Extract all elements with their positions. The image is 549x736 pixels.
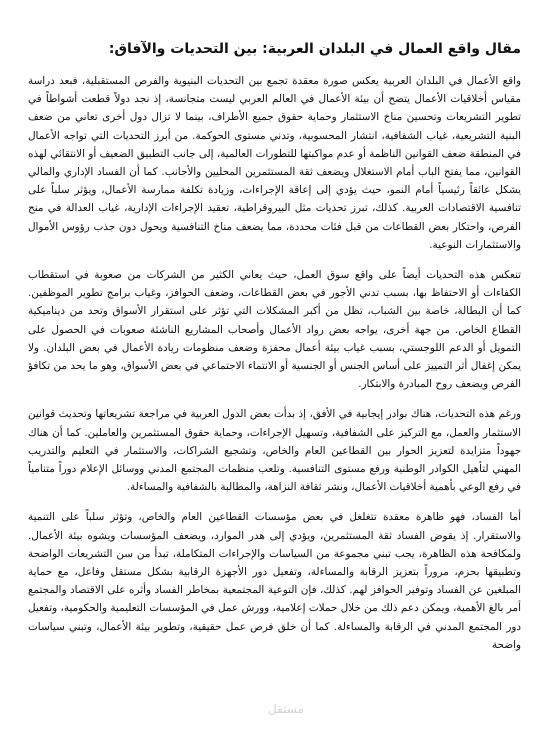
paragraph-3: ورغم هذه التحديات، هناك بوادر إيجابية في الأفق، إذ بدأت بعض الدول العربية في مراجعة تشريعاتها وتحديث قوانين الاستثمار والعمل، مع التركيز على الشفافية، وتسهيل الإجراءات، وحماية حقوق المستثمرين والعاملين. كما أن هناك جهوداً متزايدة لتعزيز الحوار بين القطاعين العام والخاص، وتشجيع الشراكات، والاستثمار في التعليم والتدريب المهني لتأهيل الكوادر الوطنية ورفع مستوى التنافسية. وتلعب منظمات المجتمع المدني ووسائل الإعلام دوراً متنامياً في رفع الوعي بأهمية أخلاقيات الأعمال، ونشر ثقافة النزاهة، والمطالبة بالشفافية والمساءلة.	[28, 408, 521, 494]
paragraph-1: واقع الأعمال في البلدان العربية يعكس صورة معقدة تجمع بين التحديات البنيوية والفرص المستقبلية، فبعد دراسة مقياس أخلاقيات الأعمال يتضح أن بيئة الأعمال في العالم العربي ليست متجانسة، إذ نجد دولاً قطعت أشواطاً في تطوير التشريعات وتحسين مناخ الاستثمار وحماية حقوق جميع الأطراف، بينما لا تزال دول أخرى تعاني من ضعف البنية التشريعية، غياب الشفافية، انتشار المحسوبية، وتدني مستوى الحوكمة. من أبرز التحديات التي تواجه الأعمال في المنطقة ضعف القوانين الناظمة أو عدم مواكبتها للتطورات العالمية، إلى جانب التطبيق الضعيف أو الانتقائي لهذه القوانين، مما يفتح الباب أمام الاستغلال ويضعف ثقة المستثمرين المحليين والأجانب. كما أن الفساد الإداري والمالي يشكل عائقاً رئيسياً أمام النمو، حيث يؤدي إلى إعاقة الإجراءات، وزيادة تكلفة ممارسة الأعمال، ويؤثر سلباً على تنافسية الاقتصادات العربية. كذلك، تبرز تحديات مثل البيروقراطية، تعقيد الإجراءات الإدارية، غياب العدالة في منح الفرص، واحتكار بعض القطاعات من قبل فئات محددة، مما يضعف مناخ التنافسية ويحول دون جذب رؤوس الأموال والاستثمارات النوعية.	[28, 75, 521, 251]
paragraph-2: تنعكس هذه التحديات أيضاً على واقع سوق العمل، حيث يعاني الكثير من الشركات من صعوبة في استقطاب الكفاءات أو الاحتفاظ بها، بسبب تدني الأجور في بعض القطاعات، وضعف الحوافز، وغياب برامج تطوير الموظفين. كما أن البطالة، خاصة بين الشباب، تظل من أكبر المشكلات التي تؤثر على استقرار الأسواق وتحد من ديناميكية القطاع الخاص. من جهة أخرى، يواجه بعض رواد الأعمال وأصحاب المشاريع الناشئة صعوبات في الحصول على التمويل أو الدعم اللوجستي، بسبب غياب بيئة أعمال محفزة وضعف منظومات ريادة الأعمال في بعض البلدان. ولا يمكن إغفال أثر التمييز على أساس الجنس أو الجنسية أو الانتماء الاجتماعي في بعض الأسواق، وهو ما يحد من تكافؤ الفرص ويضعف روح المبادرة والابتكار.	[28, 269, 521, 391]
article-title: مقال واقع العمال في البلدان العربية: بين التحديات والآفاق:	[108, 41, 521, 57]
article	[28, 40, 521, 666]
watermark: مستقل	[268, 702, 304, 716]
paragraph-4: أما الفساد، فهو ظاهرة معقدة تتغلغل في بعض مؤسسات القطاعين العام والخاص، وتؤثر سلباً على التنمية والاستقرار. إذ يقوض الفساد ثقة المستثمرين، ويؤدي إلى هدر الموارد، ويضعف المؤسسات ويشوه بيئة الأعمال. ولمكافحة هذه الظاهرة، يجب تبني مجموعة من السياسات والإجراءات المتكاملة، تبدأ من سن التشريعات الواضحة وتطبيقها بحزم، مروراً بتعزيز الرقابة والمساءلة، وتفعيل دور الأجهزة الرقابية بشكل مستقل وفاعل، مع حماية المبلغين عن الفساد وتوفير الحوافز لهم. كذلك، فإن التوعية المجتمعية بمخاطر الفساد وأثره على الاقتصاد والمجتمع أمر بالغ الأهمية، ويمكن دعم ذلك من خلال حملات إعلامية، وورش عمل في المؤسسات التعليمية والحكومية، وتفعيل دور المجتمع المدني في الرقابة والمساءلة. كما أن خلق فرص عمل حقيقية، وتطوير بيئة الأعمال، وتبني سياسات واضحة	[28, 511, 521, 651]
